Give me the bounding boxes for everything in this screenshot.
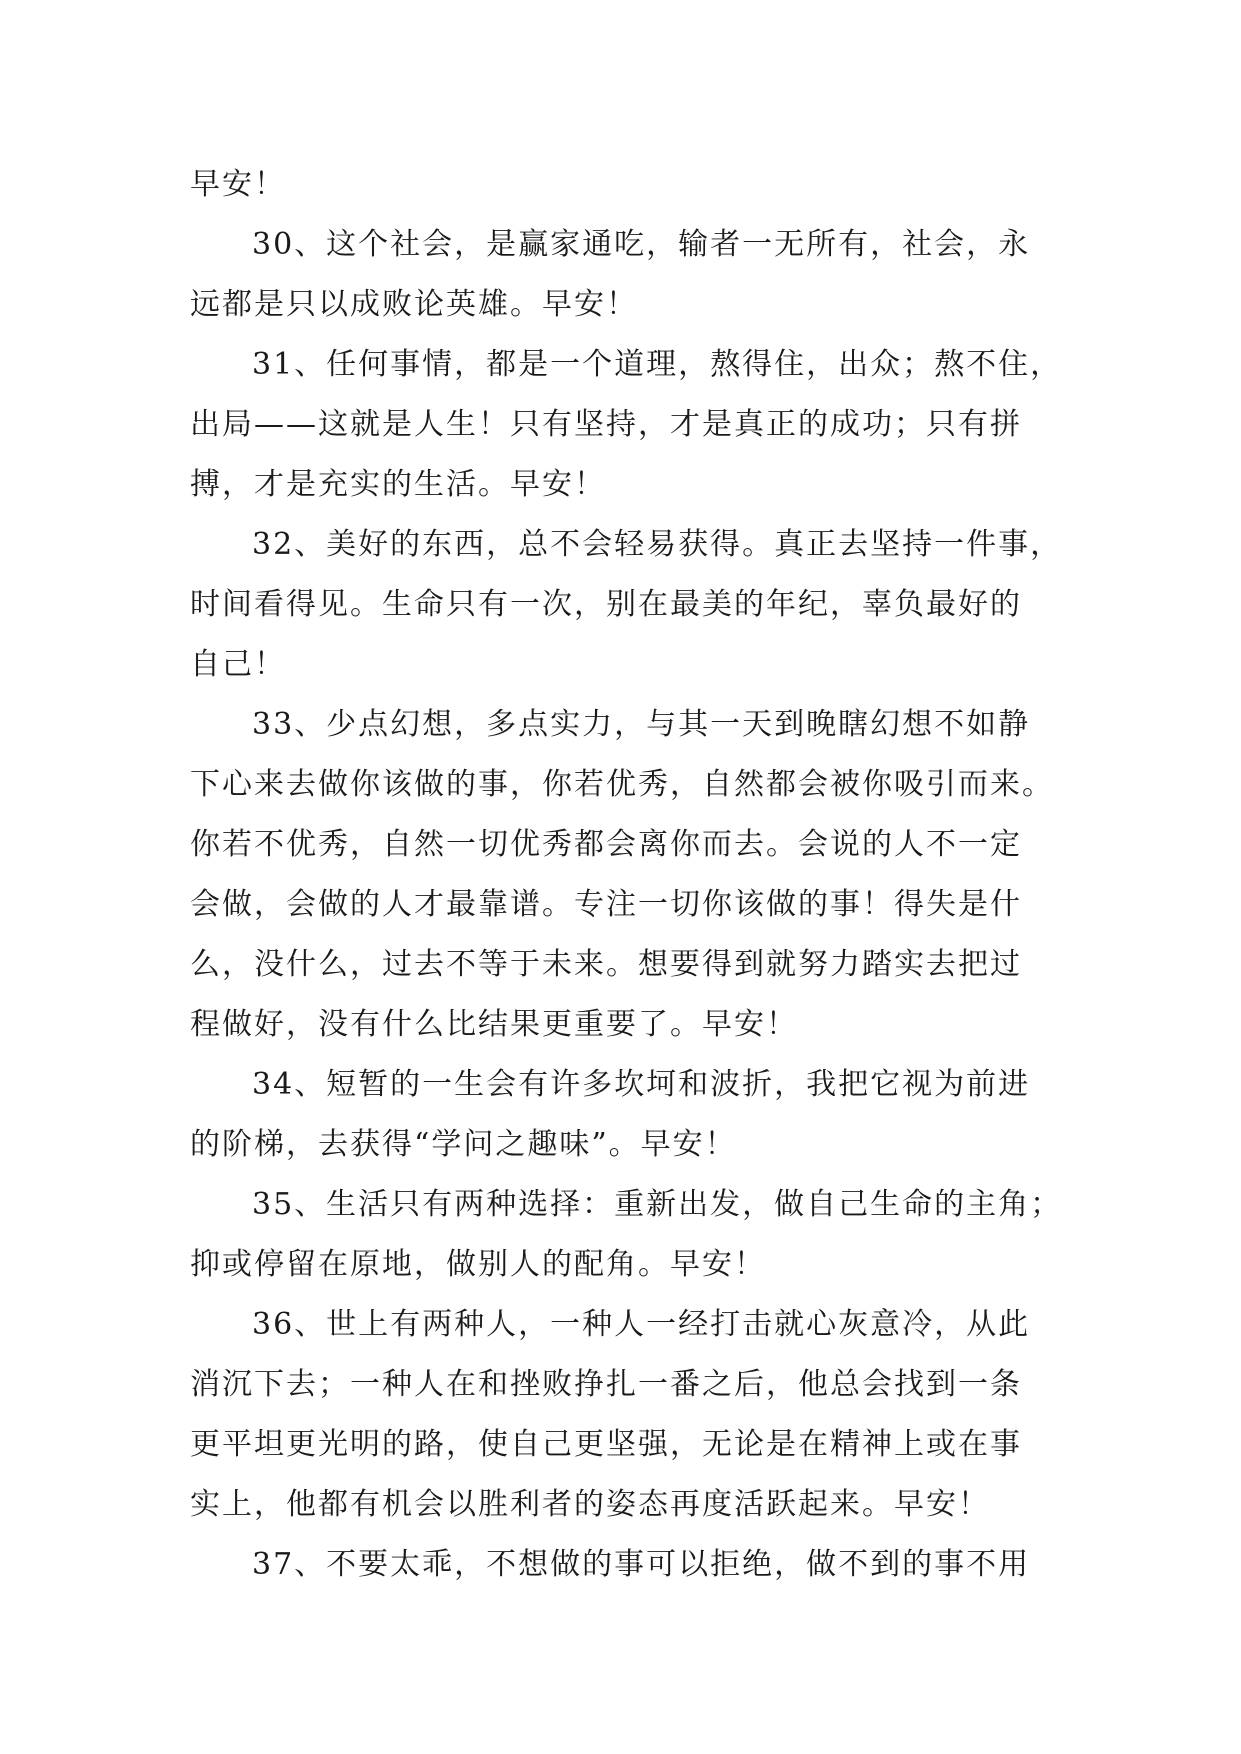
text-line: 下心来去做你该做的事，你若优秀，自然都会被你吸引而来。	[190, 767, 1054, 802]
text-line: 你若不优秀，自然一切优秀都会离你而去。会说的人不一定	[190, 827, 1022, 862]
text-line: 37、不要太乖，不想做的事可以拒绝，做不到的事不用	[252, 1547, 1031, 1582]
text-line: 自己！	[190, 647, 286, 682]
document-body	[190, 155, 1063, 1595]
text-line: 搏，才是充实的生活。早安！	[190, 467, 606, 502]
text-line: 程做好，没有什么比结果更重要了。早安！	[190, 1007, 798, 1042]
text-line: 36、世上有两种人，一种人一经打击就心灰意冷，从此	[252, 1307, 1031, 1342]
text-line: 34、短暂的一生会有许多坎坷和波折，我把它视为前进	[252, 1067, 1031, 1102]
text-line: 早安！	[190, 167, 286, 202]
text-line: 远都是只以成败论英雄。早安！	[190, 287, 638, 322]
text-line: 抑或停留在原地，做别人的配角。早安！	[190, 1247, 766, 1282]
text-line: 实上，他都有机会以胜利者的姿态再度活跃起来。早安！	[190, 1487, 990, 1522]
text-line: 32、美好的东西，总不会轻易获得。真正去坚持一件事，	[252, 527, 1063, 562]
text-line: 30、这个社会，是赢家通吃，输者一无所有，社会，永	[252, 227, 1031, 262]
text-line: 35、生活只有两种选择：重新出发，做自己生命的主角；	[252, 1187, 1063, 1222]
text-line: 消沉下去；一种人在和挫败挣扎一番之后，他总会找到一条	[190, 1367, 1022, 1402]
text-line: 更平坦更光明的路，使自己更坚强，无论是在精神上或在事	[190, 1427, 1022, 1462]
text-line: 33、少点幻想，多点实力，与其一天到晚瞎幻想不如静	[252, 707, 1031, 742]
text-line: 么，没什么，过去不等于未来。想要得到就努力踏实去把过	[190, 947, 1022, 982]
text-line: 的阶梯，去获得“学问之趣味”。早安！	[190, 1127, 737, 1162]
text-line: 会做，会做的人才最靠谱。专注一切你该做的事！得失是什	[190, 887, 1022, 922]
text-line: 出局——这就是人生！只有坚持，才是真正的成功；只有拼	[190, 407, 1022, 442]
text-line: 时间看得见。生命只有一次，别在最美的年纪，辜负最好的	[190, 587, 1022, 622]
text-line: 31、任何事情，都是一个道理，熬得住，出众；熬不住，	[252, 347, 1063, 382]
